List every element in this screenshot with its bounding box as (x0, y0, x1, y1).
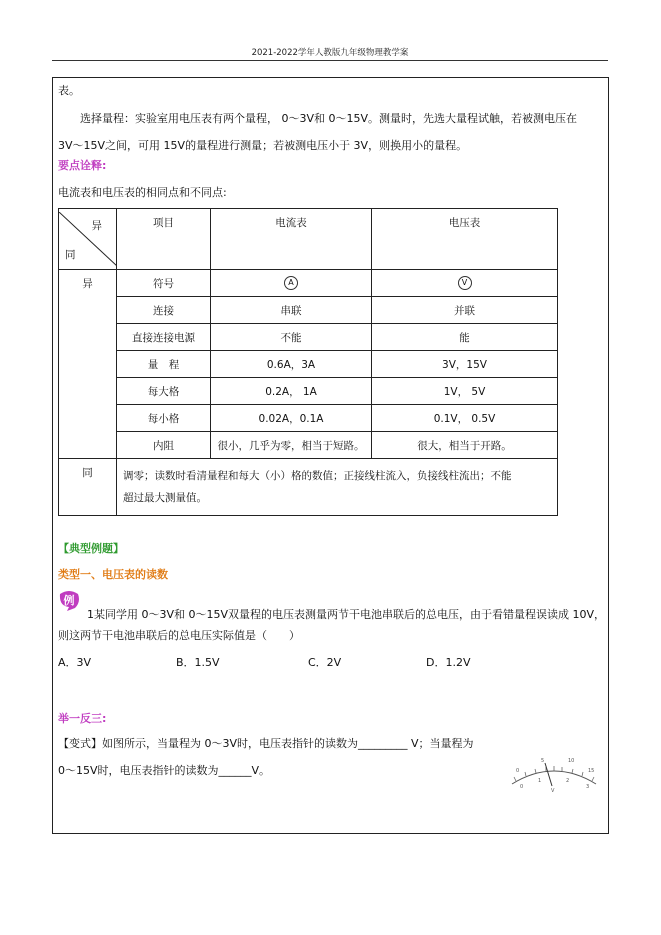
row-voltmeter: 并联 (372, 297, 558, 324)
variant-line-1: 【变式】如图所示，当量程为 0～3V时，电压表指针的读数为_________ V；当量程为 (58, 737, 474, 750)
table-row (59, 351, 558, 378)
practice-title: 举一反三: (58, 712, 107, 725)
meter-needle (545, 763, 552, 786)
variant-line-2: 0～15V时，电压表指针的读数为______V。 (58, 764, 271, 777)
table-row (59, 297, 558, 324)
row-ammeter: 串联 (211, 297, 372, 324)
diag-bottom-label: 同 (65, 249, 76, 261)
row-voltmeter: 很大，相当于开路。 (372, 432, 558, 459)
same-line-2: 超过最大测量值。 (123, 492, 207, 504)
scale-top-1: 5 (541, 758, 545, 764)
header-ammeter: 电流表 (211, 209, 372, 270)
table-row (59, 324, 558, 351)
row-item: 符号 (117, 270, 211, 297)
table-row-same (59, 459, 558, 516)
row-ammeter: 0.02A，0.1A (211, 405, 372, 432)
intro-line-2: 3V～15V之间，可用 15V的量程进行测量；若被测电压小于 3V，则换用小的量程。 (58, 139, 468, 152)
row-ammeter: 很小，几乎为零，相当于短路。 (211, 432, 372, 459)
option-b: B．1.5V (176, 656, 220, 669)
table-header-row (59, 209, 558, 270)
scale-bottom-0: 0 (520, 784, 524, 790)
row-item: 直接连接电源 (117, 324, 211, 351)
row-voltmeter: 3V，15V (372, 351, 558, 378)
row-voltmeter: 能 (372, 324, 558, 351)
table-row (59, 405, 558, 432)
intro-line-0: 表。 (58, 84, 80, 97)
row-voltmeter: 0.1V， 0.5V (372, 405, 558, 432)
scale-bottom-1: 1 (538, 778, 542, 784)
examples-title: 【典型例题】 (58, 542, 124, 555)
meter-unit: V (551, 788, 555, 794)
diagonal-header-cell (59, 209, 117, 270)
scale-bottom-2: 2 (566, 778, 570, 784)
same-description (117, 459, 558, 516)
row-ammeter: 0.6A，3A (211, 351, 372, 378)
scale-top-0: 0 (516, 768, 520, 774)
scale-top-3: 15 (588, 768, 595, 774)
table-row (59, 270, 558, 297)
example-badge-icon (57, 590, 81, 612)
row-ammeter (211, 270, 372, 297)
row-item: 内阻 (117, 432, 211, 459)
diag-top-label: 异 (91, 220, 102, 232)
question1-line-1: 1某同学用 0～3V和 0～15V双量程的电压表测量两节干电池串联后的总电压，由于看错量程误读成 10V， (87, 608, 606, 621)
row-ammeter: 不能 (211, 324, 372, 351)
row-voltmeter (372, 270, 558, 297)
header-item: 项目 (117, 209, 211, 270)
table-intro: 电流表和电压表的相同点和不同点: (58, 186, 227, 199)
row-item: 每小格 (117, 405, 211, 432)
option-a: A．3V (58, 656, 92, 669)
option-d: D．1.2V (426, 656, 471, 669)
notes-title: 要点诠释: (58, 159, 107, 172)
row-item: 连接 (117, 297, 211, 324)
page-header: 2021-2022学年人教版九年级物理教学案 (251, 48, 409, 58)
type1-title: 类型一、电压表的读数 (58, 568, 168, 581)
voltmeter-symbol-icon: V (458, 276, 472, 290)
ammeter-symbol-icon: A (284, 276, 298, 290)
row-item: 量 程 (117, 351, 211, 378)
diff-label: 异 (59, 270, 117, 459)
scale-top-2: 10 (568, 758, 575, 764)
table-row (59, 432, 558, 459)
same-label: 同 (59, 459, 117, 516)
row-ammeter: 0.2A， 1A (211, 378, 372, 405)
row-item: 每大格 (117, 378, 211, 405)
scale-bottom-3: 3 (586, 784, 590, 790)
question1-line-2: 则这两节干电池串联后的总电压实际值是（ ） (58, 629, 300, 642)
row-voltmeter: 1V， 5V (372, 378, 558, 405)
voltmeter-dial-figure (508, 752, 600, 794)
option-c: C．2V (308, 656, 342, 669)
intro-line-1: 选择量程：实验室用电压表有两个量程， 0～3V和 0～15V。测量时，先选大量程试触，若被测电压在 (80, 112, 578, 125)
example-badge-text: 例 (63, 594, 75, 607)
header-voltmeter: 电压表 (372, 209, 558, 270)
header-divider (52, 60, 608, 61)
table-row (59, 378, 558, 405)
same-line-1: 调零；读数时看清量程和每大（小）格的数值；正接线柱流入，负接线柱流出；不能 (123, 470, 512, 482)
comparison-table (58, 208, 558, 516)
